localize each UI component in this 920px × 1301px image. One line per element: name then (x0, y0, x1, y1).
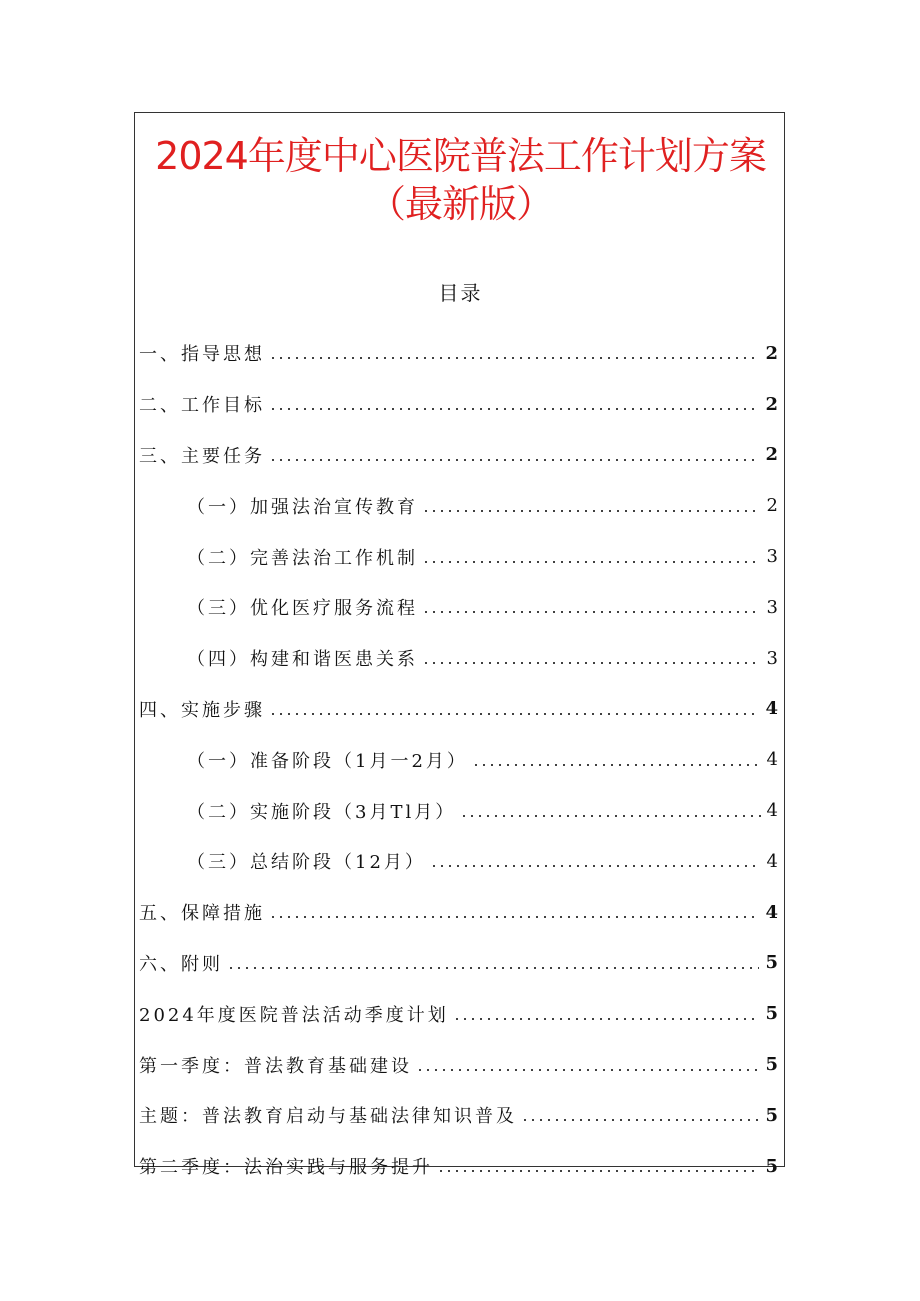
toc-leader-dots (269, 459, 759, 461)
toc-entry-page: 4 (766, 850, 778, 872)
toc-leader-dots (472, 764, 761, 766)
toc-leader-dots (430, 865, 761, 867)
toc-entry-text: 一、指导思想 (139, 344, 265, 366)
toc-leader-dots (269, 916, 759, 918)
document-subtitle: （最新版） (367, 182, 553, 226)
toc-entry[interactable] (135, 1141, 786, 1192)
table-of-contents (135, 328, 786, 1192)
toc-entry-text: 2024年度医院普法活动季度计划 (139, 1004, 449, 1026)
toc-entry-text: 二、工作目标 (139, 395, 265, 417)
document-frame (134, 112, 785, 1179)
toc-entry[interactable] (135, 531, 786, 582)
toc-leader-dots (269, 408, 759, 410)
toc-entry[interactable] (135, 328, 786, 379)
toc-leader-dots (227, 967, 759, 969)
toc-heading: 目录 (438, 281, 483, 305)
toc-entry[interactable] (135, 938, 786, 989)
toc-entry-page: 3 (766, 546, 778, 568)
toc-leader-dots (422, 662, 761, 664)
toc-entry[interactable] (135, 480, 786, 531)
toc-entry[interactable] (135, 379, 786, 430)
toc-entry-text: （三）优化医疗服务流程 (187, 598, 418, 620)
toc-entry-text: （一）准备阶段（1月一2月） (187, 750, 468, 772)
toc-entry-text: （三）总结阶段（12月） (187, 852, 426, 874)
toc-leader-dots (521, 1119, 759, 1121)
toc-entry-page: 4 (765, 698, 778, 720)
toc-leader-dots (269, 357, 759, 359)
toc-entry[interactable] (135, 1039, 786, 1090)
toc-leader-dots (422, 561, 761, 563)
toc-entry[interactable] (135, 684, 786, 735)
toc-entry-page: 5 (765, 1054, 778, 1076)
toc-entry-text: 主题：普法教育启动与基础法律知识普及 (139, 1106, 517, 1128)
toc-entry-text: 第二季度：法治实践与服务提升 (139, 1157, 433, 1179)
toc-entry[interactable] (135, 988, 786, 1039)
toc-leader-dots (437, 1170, 759, 1172)
toc-entry-page: 5 (765, 1003, 778, 1025)
toc-entry[interactable] (135, 785, 786, 836)
toc-entry[interactable] (135, 1090, 786, 1141)
toc-entry-page: 4 (765, 901, 778, 923)
toc-entry-page: 5 (765, 952, 778, 974)
toc-entry[interactable] (135, 836, 786, 887)
toc-entry-text: 五、保障措施 (139, 903, 265, 925)
toc-entry-page: 3 (766, 647, 778, 669)
toc-entry-page: 5 (765, 1104, 778, 1126)
toc-entry-text: （一）加强法治宣传教育 (187, 496, 418, 518)
toc-leader-dots (422, 510, 761, 512)
toc-leader-dots (453, 1018, 760, 1020)
toc-entry[interactable] (135, 887, 786, 938)
toc-entry[interactable] (135, 734, 786, 785)
toc-entry-text: （四）构建和谐医患关系 (187, 649, 418, 671)
toc-leader-dots (422, 611, 761, 613)
toc-leader-dots (416, 1069, 759, 1071)
toc-entry[interactable] (135, 582, 786, 633)
toc-leader-dots (269, 713, 759, 715)
toc-entry-text: 四、实施步骤 (139, 699, 265, 721)
document-title: 2024年度中心医院普法工作计划方案 (155, 134, 766, 178)
toc-entry-page: 2 (766, 495, 778, 517)
toc-entry[interactable] (135, 430, 786, 481)
toc-entry-page: 4 (766, 800, 778, 822)
toc-entry-text: 三、主要任务 (139, 445, 265, 467)
toc-leader-dots (460, 815, 760, 817)
toc-entry-page: 2 (765, 342, 778, 364)
toc-entry-page: 5 (765, 1155, 778, 1177)
toc-entry[interactable] (135, 633, 786, 684)
toc-entry-text: 六、附则 (139, 953, 223, 975)
toc-entry-page: 3 (766, 596, 778, 618)
toc-entry-text: （二）完善法治工作机制 (187, 547, 418, 569)
toc-entry-text: 第一季度：普法教育基础建设 (139, 1055, 412, 1077)
toc-entry-page: 2 (765, 444, 778, 466)
toc-entry-page: 4 (766, 749, 778, 771)
toc-entry-page: 2 (765, 393, 778, 415)
toc-entry-text: （二）实施阶段（3月Tl月） (187, 801, 457, 823)
